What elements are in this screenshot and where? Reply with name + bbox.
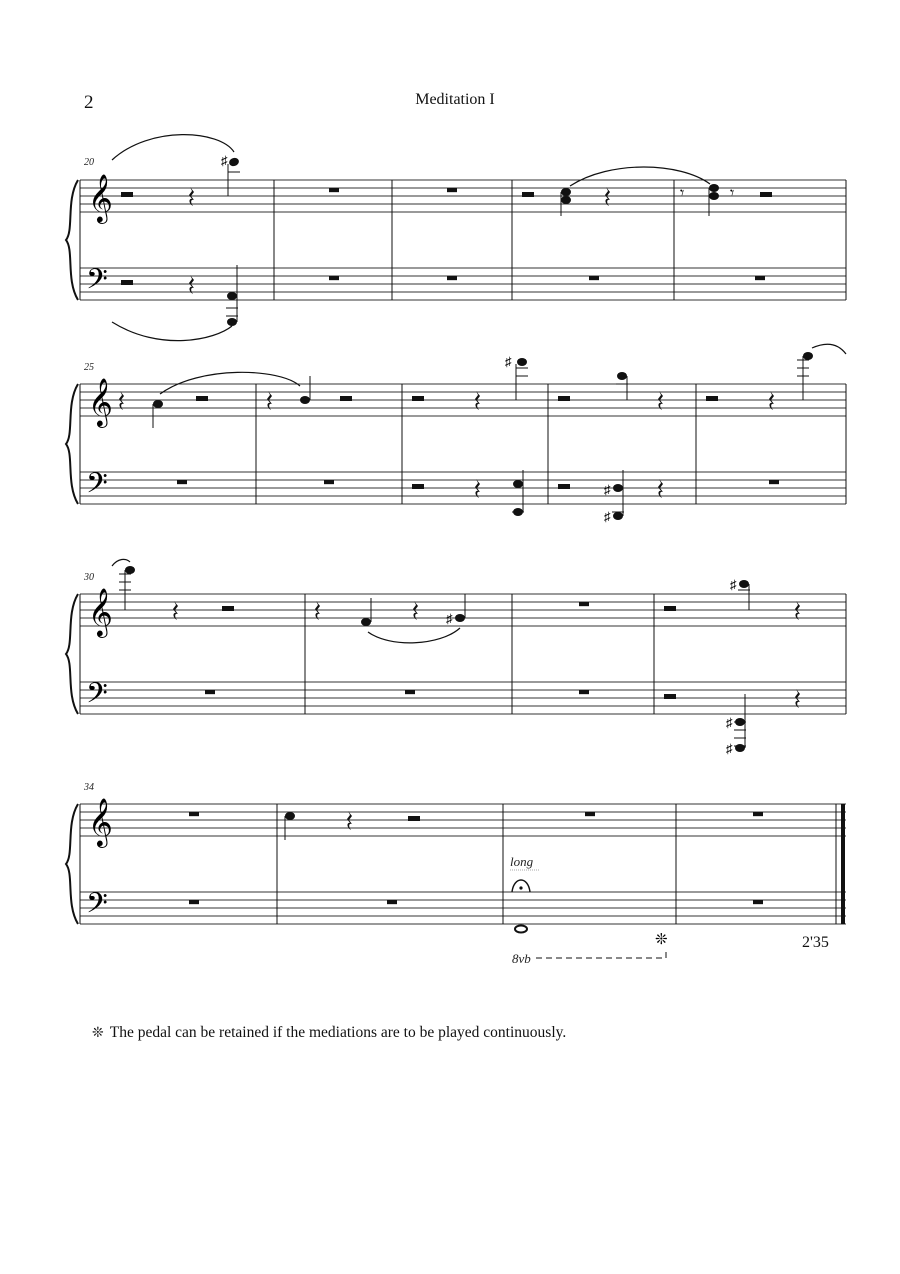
system-1 [66, 135, 846, 341]
bass-staff [80, 268, 846, 300]
system-2 [66, 344, 846, 524]
brace [66, 804, 78, 924]
bass-clef-icon: 𝄢 [86, 677, 108, 717]
svg-text:𝄾: 𝄾 [680, 185, 685, 202]
sharp-icon: ♯ [730, 577, 737, 592]
bass-clef-icon: 𝄢 [86, 263, 108, 303]
sharp-icon: ♯ [726, 715, 733, 730]
bass-clef-icon: 𝄢 [86, 467, 108, 507]
sharp-icon: ♯ [505, 354, 512, 369]
brace [66, 594, 78, 714]
measure-number: 20 [84, 157, 94, 168]
brace [66, 384, 78, 504]
footnote [92, 1024, 566, 1042]
treble-clef-icon: 𝄞 [88, 797, 113, 846]
measure-number: 30 [84, 572, 94, 583]
brace [66, 180, 78, 300]
expression-marking: long [510, 854, 534, 869]
svg-text:𝄾: 𝄾 [730, 185, 735, 202]
whole-note [515, 926, 527, 933]
measure-number: 25 [84, 362, 94, 373]
duration-marking: 2'35 [802, 934, 829, 951]
page-number: 2 [84, 92, 94, 113]
measure-number: 34 [84, 782, 94, 793]
treble-clef-icon: 𝄞 [88, 173, 113, 222]
pedal-release-icon: ❊ [92, 1025, 104, 1041]
pedal-release-icon: ❊ [655, 930, 668, 948]
system-4 [66, 782, 846, 966]
final-barline [841, 804, 845, 924]
bass-clef-icon: 𝄢 [86, 887, 108, 927]
footnote-text: The pedal can be retained if the mediations are to be played continuously. [109, 1024, 567, 1041]
treble-clef-icon: 𝄞 [88, 377, 113, 426]
sharp-icon: ♯ [604, 509, 611, 524]
sharp-icon: ♯ [446, 611, 453, 626]
sharp-icon: ♯ [726, 741, 733, 756]
fermata-icon [512, 880, 530, 892]
treble-clef-icon: 𝄞 [88, 587, 113, 636]
ottava-marking: 8vb [512, 951, 531, 966]
sharp-icon: ♯ [604, 482, 611, 497]
piece-title: Meditation I [415, 91, 495, 108]
system-3 [66, 559, 846, 756]
sharp-icon: ♯ [221, 153, 228, 168]
